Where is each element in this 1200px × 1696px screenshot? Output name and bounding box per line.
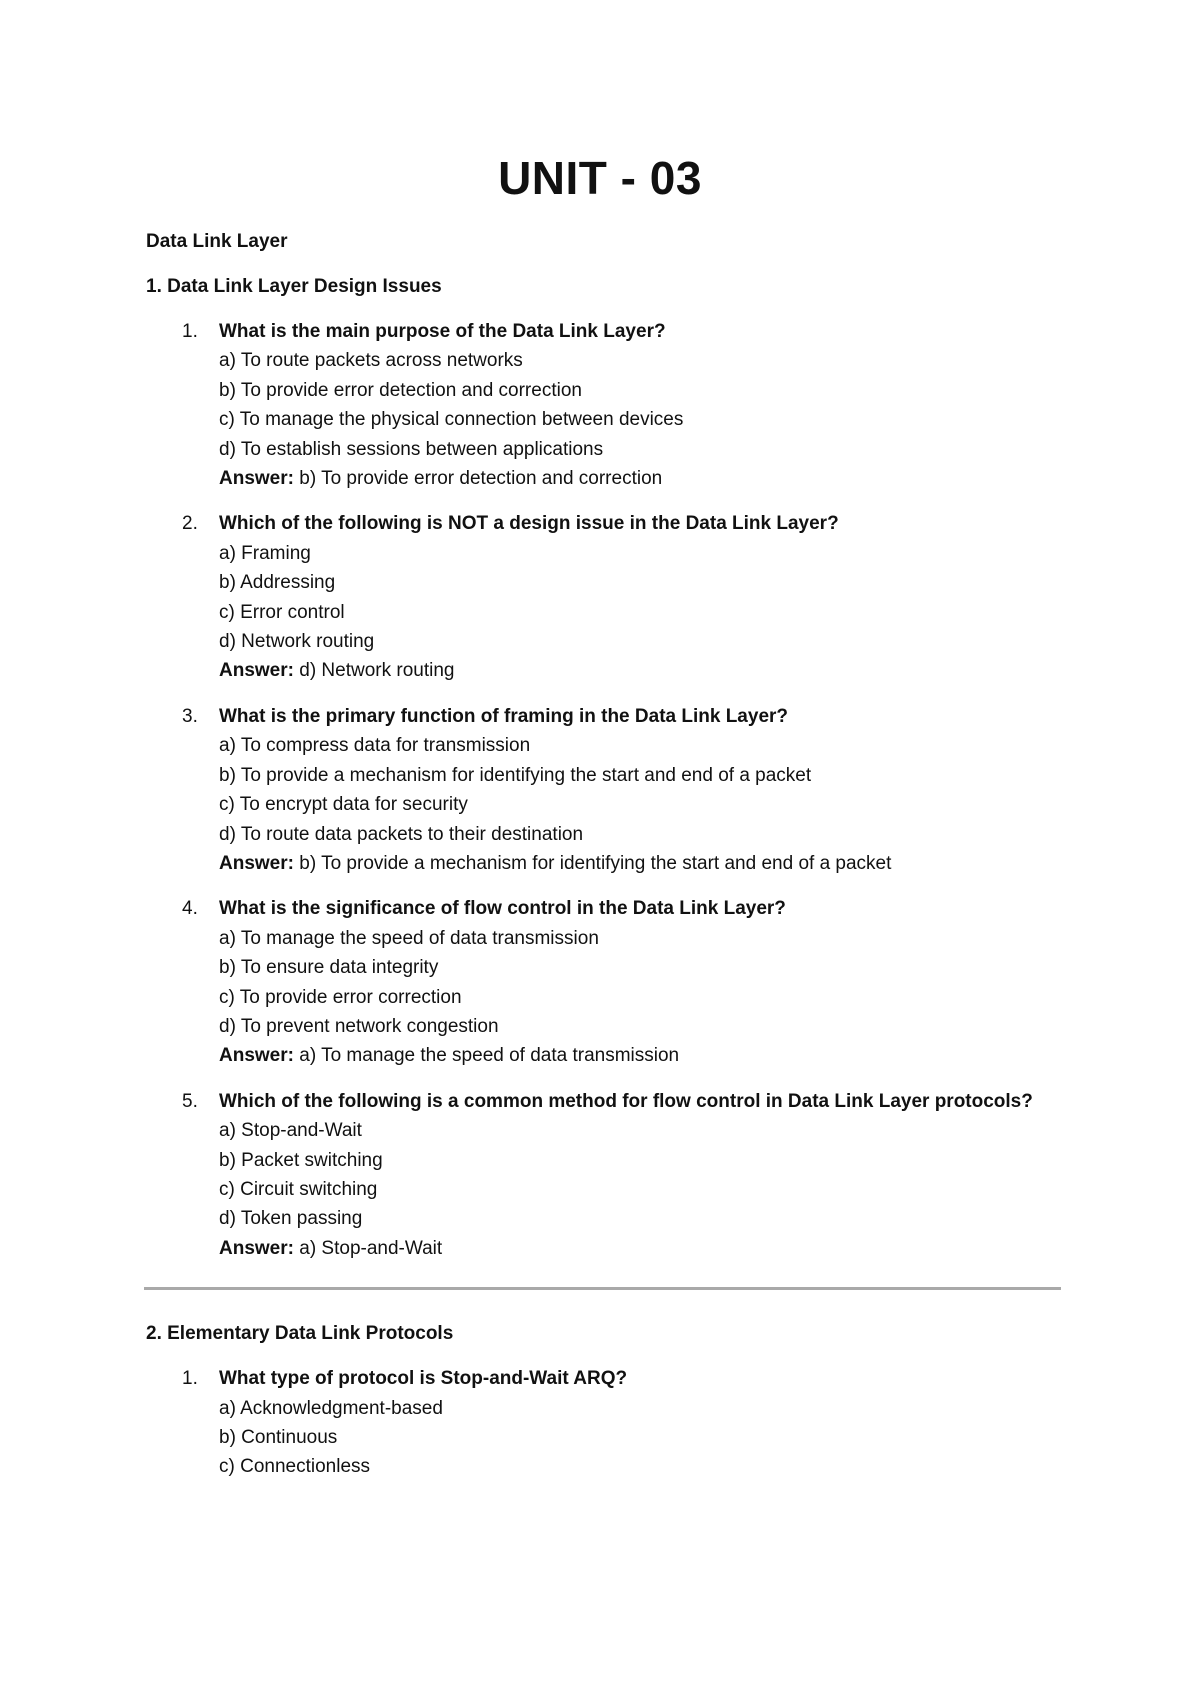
question-list bbox=[146, 317, 1066, 1263]
answer-line bbox=[219, 464, 1066, 493]
option-c: c) To manage the physical connection between devices bbox=[219, 409, 684, 431]
answer-text: a) To manage the speed of data transmission bbox=[293, 1045, 680, 1067]
question-number: 5. bbox=[182, 1090, 198, 1112]
option-c: c) To encrypt data for security bbox=[219, 794, 468, 816]
option-b: b) Continuous bbox=[219, 1427, 338, 1448]
option-d: d) Network routing bbox=[219, 631, 375, 653]
option-a: a) To compress data for transmission bbox=[219, 735, 531, 757]
option-a: a) To route packets across networks bbox=[219, 350, 523, 372]
option-d: d) To route data packets to their destination bbox=[219, 823, 584, 845]
section-heading: 2. Elementary Data Link Protocols bbox=[146, 1323, 454, 1345]
section-divider bbox=[144, 1287, 1061, 1290]
question-number: 3. bbox=[182, 705, 198, 727]
question-number: 1. bbox=[182, 1368, 198, 1390]
subject-heading: Data Link Layer bbox=[146, 231, 288, 252]
question-number: 4. bbox=[182, 898, 198, 920]
option-a: a) Framing bbox=[219, 542, 311, 564]
document-content bbox=[146, 228, 1066, 1498]
question-item bbox=[146, 1087, 1066, 1263]
unit-title: UNIT - 03 bbox=[498, 152, 702, 204]
option-c: c) Error control bbox=[219, 601, 345, 623]
question-item bbox=[146, 1364, 1066, 1482]
question-text: What is the significance of flow control in the Data Link Layer? bbox=[219, 898, 786, 920]
question-text: What is the main purpose of the Data Link Layer? bbox=[219, 321, 666, 342]
question-item bbox=[146, 509, 1066, 685]
option-b: b) To provide a mechanism for identifying the start and end of a packet bbox=[219, 764, 812, 786]
option-b: b) Addressing bbox=[219, 572, 336, 594]
answer-label: Answer: bbox=[219, 660, 294, 682]
answer-line bbox=[219, 1041, 1066, 1070]
option-c: c) Connectionless bbox=[219, 1456, 371, 1478]
option-d: d) To establish sessions between applications bbox=[219, 438, 604, 460]
answer-label: Answer: bbox=[219, 468, 294, 490]
option-d: d) To prevent network congestion bbox=[219, 1015, 499, 1037]
answer-text: a) Stop-and-Wait bbox=[293, 1237, 443, 1259]
answer-line bbox=[219, 849, 1066, 878]
question-number: 2. bbox=[182, 513, 198, 535]
question-item bbox=[146, 317, 1066, 493]
option-a: a) To manage the speed of data transmission bbox=[219, 927, 599, 949]
answer-text: d) Network routing bbox=[293, 660, 455, 682]
question-text: Which of the following is a common method for flow control in Data Link Layer protocols? bbox=[219, 1090, 1033, 1112]
option-b: b) Packet switching bbox=[219, 1149, 383, 1171]
question-item bbox=[146, 894, 1066, 1070]
option-d: d) Token passing bbox=[219, 1208, 363, 1230]
option-b: b) To provide error detection and correction bbox=[219, 379, 582, 401]
answer-label: Answer: bbox=[219, 1237, 294, 1259]
question-list bbox=[146, 1364, 1066, 1482]
option-b: b) To ensure data integrity bbox=[219, 957, 439, 979]
option-a: a) Acknowledgment-based bbox=[219, 1397, 443, 1419]
question-item bbox=[146, 702, 1066, 878]
answer-text: b) To provide error detection and correction bbox=[293, 468, 663, 490]
option-c: c) To provide error correction bbox=[219, 986, 462, 1008]
answer-line bbox=[219, 656, 1066, 685]
answer-label: Answer: bbox=[219, 852, 294, 874]
question-text: What is the primary function of framing in the Data Link Layer? bbox=[219, 705, 789, 727]
answer-text: b) To provide a mechanism for identifying the start and end of a packet bbox=[293, 852, 892, 874]
answer-line bbox=[219, 1234, 1066, 1263]
answer-label: Answer: bbox=[219, 1045, 294, 1067]
question-text: What type of protocol is Stop-and-Wait ARQ? bbox=[219, 1368, 628, 1390]
section-heading: 1. Data Link Layer Design Issues bbox=[146, 276, 442, 297]
option-a: a) Stop-and-Wait bbox=[219, 1120, 362, 1142]
option-c: c) Circuit switching bbox=[219, 1178, 378, 1200]
question-number: 1. bbox=[182, 321, 198, 342]
question-text: Which of the following is NOT a design issue in the Data Link Layer? bbox=[219, 513, 839, 535]
